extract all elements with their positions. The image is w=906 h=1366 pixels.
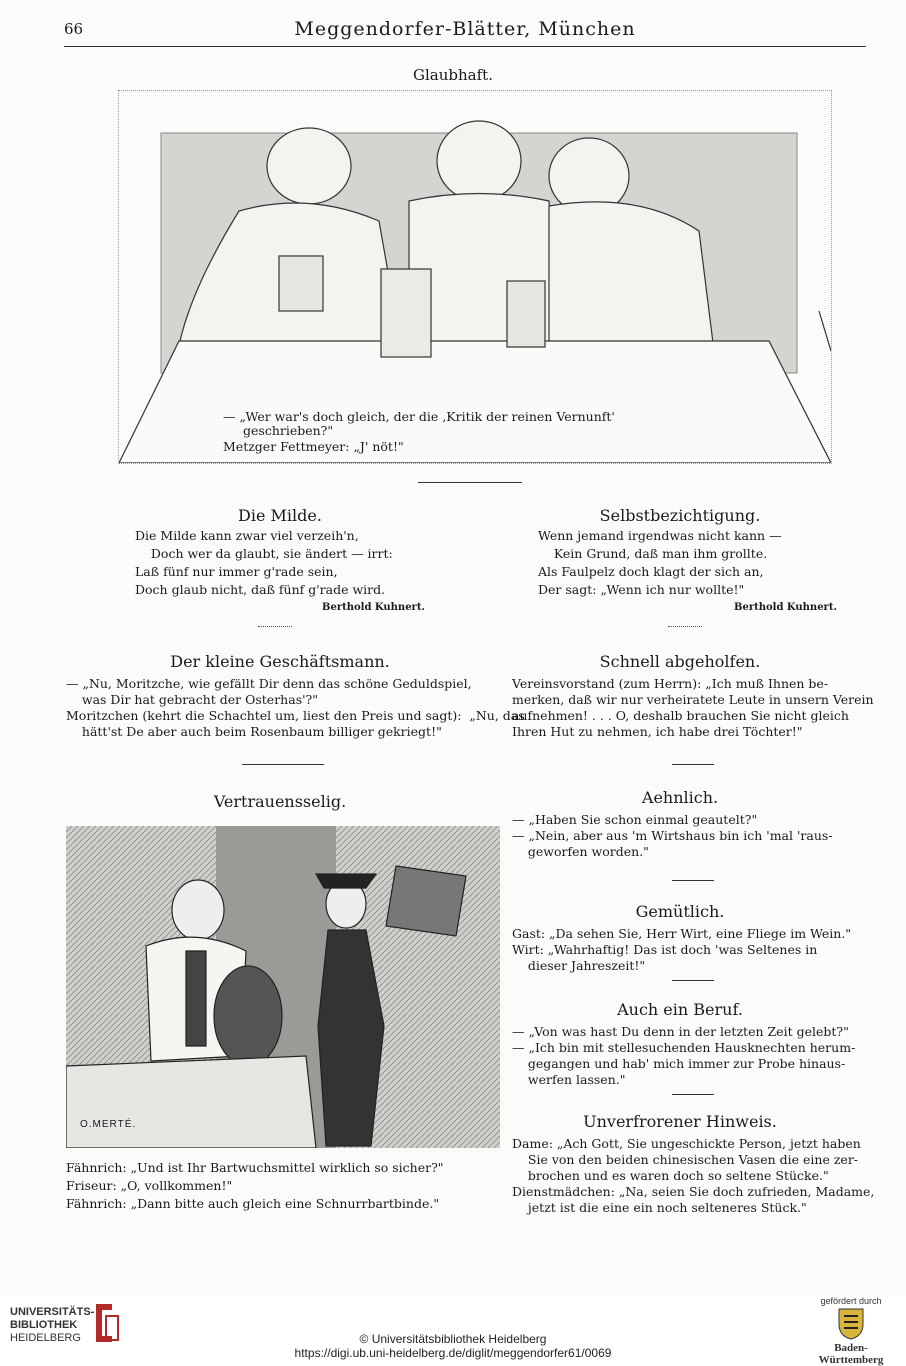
page-header	[64, 18, 866, 47]
milde-line-4: Doch glaub nicht, daß fünf g'rade wird.	[135, 582, 386, 597]
geschaeft-line-4: hätt'st De aber auch beim Rosenbaum billiger gekriegt!"	[66, 724, 442, 739]
divider	[672, 880, 714, 881]
geschaeft-line-3: Moritzchen (kehrt die Schachtel um, liest den Preis und sagt): „Nu, das	[66, 708, 525, 723]
library-line-1: UNIVERSITÄTS-	[10, 1306, 95, 1318]
geschaeft-title: Der kleine Geschäftsmann.	[170, 652, 390, 671]
milde-line-3: Laß fünf nur immer g'rade sein,	[135, 564, 338, 579]
state-coat-of-arms-icon	[836, 1306, 866, 1340]
vertrauen-title: Vertrauensselig.	[213, 792, 347, 811]
beruf-line-3: gegangen und hab' mich immer zur Probe hinaus-	[512, 1056, 846, 1071]
divider	[672, 764, 714, 765]
selbst-line-3: Als Faulpelz doch klagt der sich an,	[538, 564, 764, 579]
glaubhaft-illustration	[118, 90, 832, 464]
selbst-line-2: Kein Grund, daß man ihm grollte.	[538, 546, 768, 561]
vertrauen-illustration	[66, 826, 500, 1148]
aehnlich-line-3: geworfen worden."	[512, 844, 649, 859]
beruf-line-4: werfen lassen."	[512, 1072, 626, 1087]
copyright-text: © Universitätsbibliothek Heidelberg	[359, 1332, 547, 1346]
state-name: Baden-Württemberg	[818, 1342, 884, 1366]
ornamental-divider	[418, 482, 522, 483]
schnell-line-3: aufnehmen! . . . O, deshalb brauchen Sie nicht gleich	[512, 708, 849, 723]
milde-line-1: Die Milde kann zwar viel verzeih'n,	[135, 528, 359, 543]
beruf-line-2: — „Ich bin mit stellesuchenden Hausknechten herum-	[512, 1040, 856, 1055]
funded-label: gefördert durch	[820, 1296, 882, 1306]
divider	[242, 764, 324, 765]
vertrauen-line-3: Fähnrich: „Dann bitte auch gleich eine Schnurrbartbinde."	[66, 1196, 440, 1211]
schnell-line-2: merken, daß wir nur verheiratete Leute in unsern Verein	[512, 692, 874, 707]
vertrauen-line-2: Friseur: „O, vollkommen!"	[66, 1178, 233, 1193]
gemuetlich-line-3: dieser Jahreszeit!"	[512, 958, 646, 973]
hinweis-line-5: jetzt ist die eine ein noch selteneres Stück."	[512, 1200, 807, 1215]
aehnlich-line-1: — „Haben Sie schon einmal geautelt?"	[512, 812, 758, 827]
selbst-title: Selbstbezichtigung.	[599, 506, 761, 525]
beruf-line-1: — „Von was hast Du denn in der letzten Zeit gelebt?"	[512, 1024, 849, 1039]
milde-title: Die Milde.	[238, 506, 322, 525]
geschaeft-line-2: was Dir hat gebracht der Osterhas'?"	[66, 692, 318, 707]
geschaeft-line-1: — „Nu, Moritzche, wie gefällt Dir denn das schöne Geduldspiel,	[66, 676, 472, 691]
permalink[interactable]: https://digi.ub.uni-heidelberg.de/diglit/meggendorfer61/0069	[294, 1346, 612, 1360]
hinweis-line-3: brochen und es waren doch so seltene Stücke."	[512, 1168, 829, 1183]
tavern-scene-drawing	[119, 91, 831, 463]
divider	[668, 626, 702, 627]
library-line-2: BIBLIOTHEK	[10, 1319, 78, 1331]
glaubhaft-caption-1: — „Wer war's doch gleich, der die ‚Kritik der reinen Vernunft'	[223, 409, 615, 424]
aehnlich-line-2: — „Nein, aber aus 'm Wirtshaus bin ich 'mal 'raus-	[512, 828, 833, 843]
glaubhaft-caption-2: geschrieben?"	[243, 423, 334, 438]
divider	[672, 980, 714, 981]
hinweis-line-4: Dienstmädchen: „Na, seien Sie doch zufrieden, Madame,	[512, 1184, 875, 1199]
gemuetlich-title: Gemütlich.	[635, 902, 725, 921]
beruf-title: Auch ein Beruf.	[617, 1000, 743, 1019]
hinweis-line-2: Sie von den beiden chinesischen Vasen die eine zer-	[512, 1152, 859, 1167]
glaubhaft-title: Glaubhaft.	[413, 66, 493, 84]
credit-block	[0, 1332, 906, 1360]
aehnlich-title: Aehnlich.	[641, 788, 719, 807]
schnell-line-4: Ihren Hut zu nehmen, ich habe drei Töchter!"	[512, 724, 803, 739]
page-number: 66	[64, 20, 84, 38]
milde-author: Berthold Kuhnert.	[322, 602, 425, 613]
divider	[258, 626, 292, 627]
funder-block	[806, 1296, 896, 1366]
selbst-line-1: Wenn jemand irgendwas nicht kann —	[538, 528, 782, 543]
schnell-line-1: Vereinsvorstand (zum Herrn): „Ich muß Ihnen be-	[512, 676, 829, 691]
hinweis-line-1: Dame: „Ach Gott, Sie ungeschickte Person, jetzt haben	[512, 1136, 861, 1151]
barber-shop-drawing	[66, 826, 500, 1148]
milde-line-2: Doch wer da glaubt, sie ändert — irrt:	[135, 546, 393, 561]
running-title: Meggendorfer-Blätter, München	[294, 18, 636, 40]
vertrauen-line-1: Fähnrich: „Und ist Ihr Bartwuchsmittel wirklich so sicher?"	[66, 1160, 444, 1175]
gemuetlich-line-1: Gast: „Da sehen Sie, Herr Wirt, eine Fliege im Wein."	[512, 926, 852, 941]
artist-signature: O.MERTÉ.	[80, 1119, 137, 1130]
library-line-3: HEIDELBERG	[10, 1332, 81, 1344]
gemuetlich-line-2: Wirt: „Wahrhaftig! Das ist doch 'was Seltenes in	[512, 942, 818, 957]
selbst-line-4: Der sagt: „Wenn ich nur wollte!"	[538, 582, 745, 597]
glaubhaft-caption-3: Metzger Fettmeyer: „J' nöt!"	[223, 439, 404, 454]
hinweis-title: Unverfrorener Hinweis.	[583, 1112, 777, 1131]
divider	[672, 1094, 714, 1095]
schnell-title: Schnell abgeholfen.	[599, 652, 761, 671]
selbst-author: Berthold Kuhnert.	[734, 602, 837, 613]
